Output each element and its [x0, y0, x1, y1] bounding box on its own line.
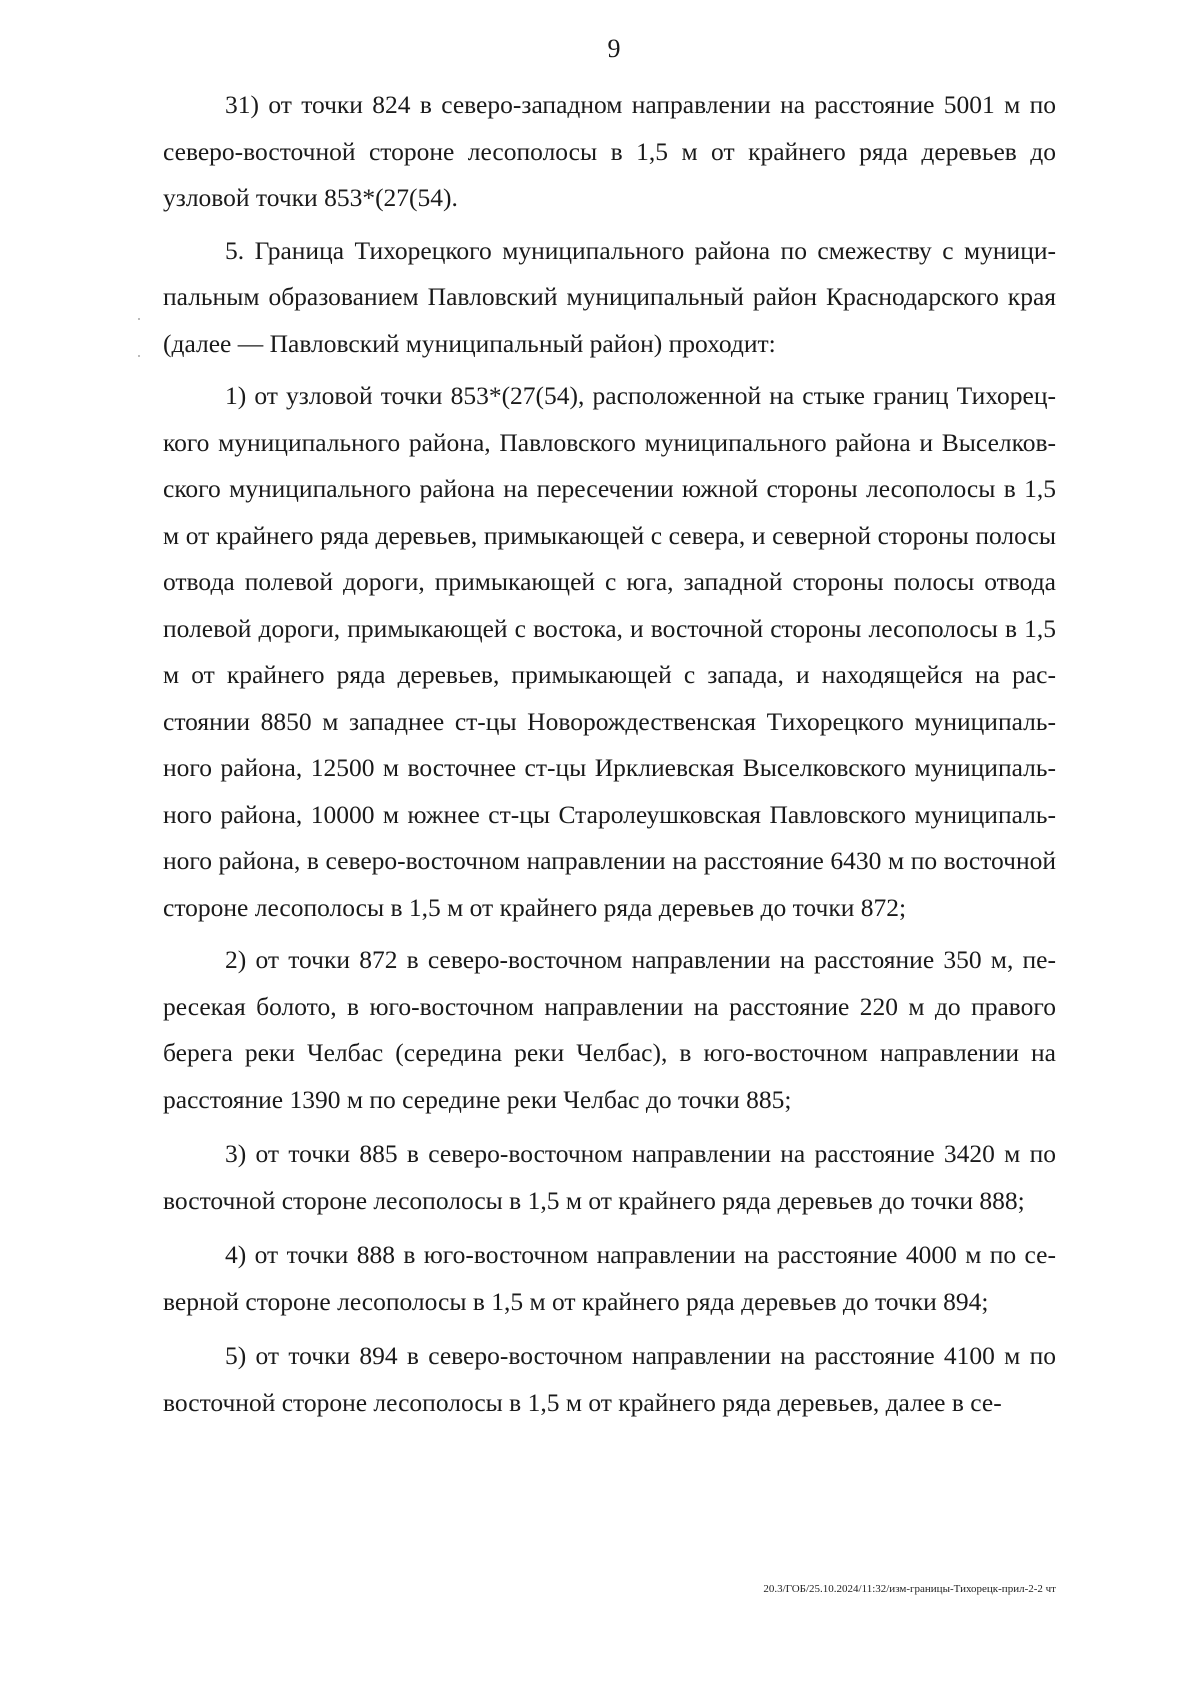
paragraph-item-3: 3) от точки 885 в северо-восточном направлении на расстояние 3420 м по восточной стороне лесополосы в 1,5 м от крайнего ряда деревьев до точки 888;: [163, 1139, 1056, 1215]
page-number: 9: [607, 34, 621, 63]
paragraph-item-1: 1) от узловой точки 853*(27(54), расположенной на стыке границ Тихорецкого муниципального района, Павловского муниципального района и Выселковского муниципального района на пересечении южной стороны лесополосы в 1,5 м от крайнего ряда деревьев, примыкающей с севера, и северной стороны полосы отвода полевой дороги, примыкающей с юга, западной стороны полосы отвода полевой дороги, примыкающей с востока, и восточной стороны лесополосы в 1,5 м от крайнего ряда деревьев, примыкающей с запада, и находящейся на расстоянии 8850 м западнее ст-цы Новорождественская Тихорецкого муниципального района, 12500 м восточнее ст-цы Ирклиевская Выселковского муниципального района, 10000 м южнее ст-цы Старолеушковская Павловского муниципального района, в северо-восточном направлении на расстояние 6430 м по восточной стороне лесополосы в 1,5 м от крайнего ряда деревьев до точки 872;: [163, 381, 1056, 922]
footer-file-stamp: 20.3/ГОБ/25.10.2024/11:32/изм-границы-Тихорецк-прил-2-2 чт: [763, 1583, 1056, 1595]
paragraph-item-5: 5) от точки 894 в северо-восточном направлении на расстояние 4100 м по восточной стороне лесополосы в 1,5 м от крайнего ряда деревьев, далее в се-: [163, 1341, 1056, 1417]
document-body: [163, 82, 1056, 1432]
paragraph-item-2: 2) от точки 872 в северо-восточном направлении на расстояние 350 м, пересекая болото, в юго-восточном направлении на расстояние 220 м до правого берега реки Челбас (середина реки Челбас), в юго-восточном направлении на расстояние 1390 м по середине реки Челбас до точки 885;: [163, 945, 1056, 1114]
paragraph-31: 31) от точки 824 в северо-западном направлении на расстояние 5001 м по северо-восточной стороне лесополосы в 1,5 м от крайнего ряда деревьев до узловой точки 853*(27(54).: [163, 90, 1056, 212]
paragraph-section-5: 5. Граница Тихорецкого муниципального района по смежеству с муниципальным образованием Павловский муниципальный район Краснодарского края (далее — Павловский муниципальный район) проходит:: [163, 235, 1056, 358]
scan-dot: [138, 355, 140, 357]
scan-dot: [138, 318, 140, 320]
paragraph-item-4: 4) от точки 888 в юго-восточном направлении на расстояние 4000 м по северной стороне лесополосы в 1,5 м от крайнего ряда деревьев до точки 894;: [163, 1240, 1056, 1316]
